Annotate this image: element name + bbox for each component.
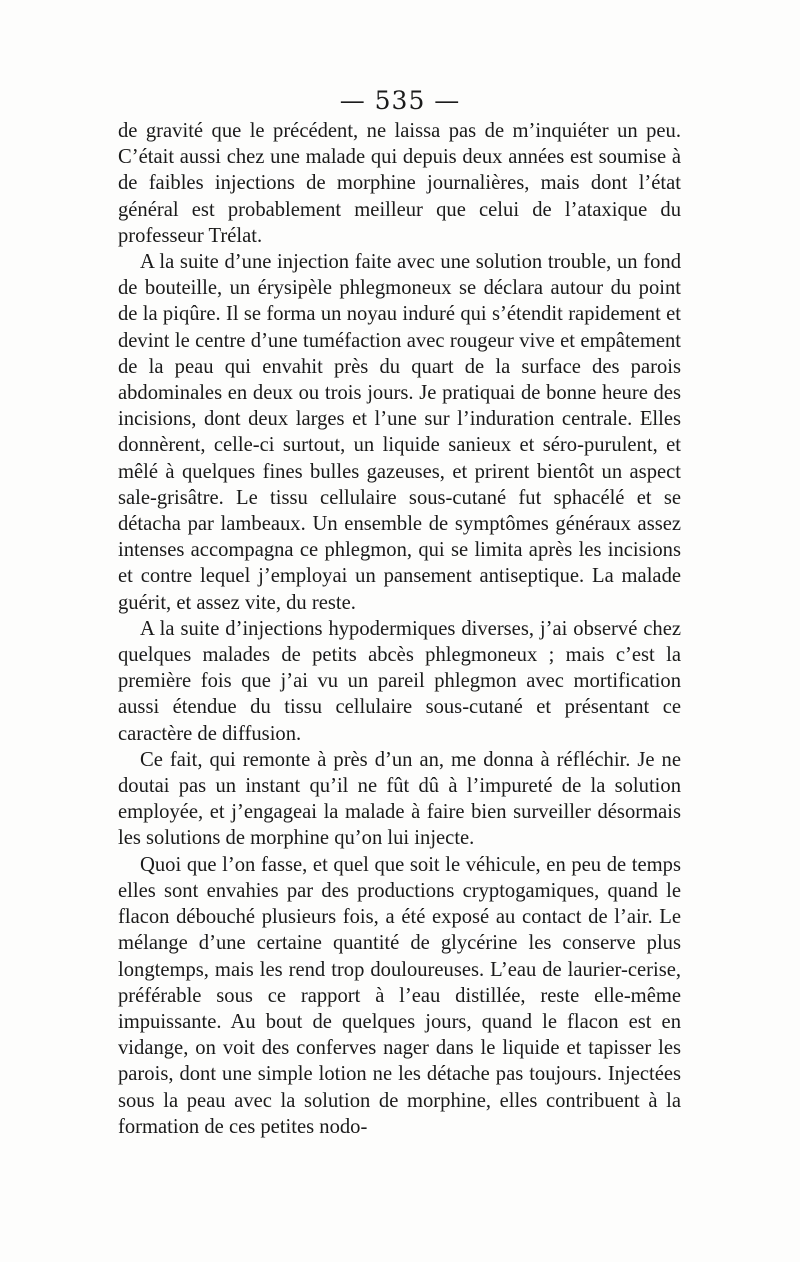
- paragraph-continuation: de gravité que le précédent, ne laissa pas de m’inquiéter un peu. C’était aussi chez une malade qui depuis deux années est soumise à de faibles injections de morphine journalières, mais dont l’état général est probablement meilleur que celui de l’ataxique du professeur Trélat.: [118, 120, 681, 247]
- paragraph-erysipelas-case: A la suite d’une injection faite avec une solution trouble, un fond de bouteille, un érysipèle phlegmoneux se déclara autour du point de la piqûre. Il se forma un noyau induré qui s’étendit rapidement et devint le centre d’une tuméfaction avec rougeur vive et empâtement de la peau qui envahit près du quart de la surface des parois abdominales en deux ou trois jours. Je pratiquai de bonne heure des incisions, dont deux larges et l’une sur l’induration centrale. Elles donnèrent, celle-ci surtout, un liquide sanieux et séro-purulent, et mêlé à quelques fines bulles gazeuses, et prirent bientôt un aspect sale-grisâtre. Le tissu cellulaire sous-cutané fut sphacélé et se détacha par lambeaux. Un ensemble de symptômes généraux assez intenses accompagna ce phlegmon, qui se limita après les incisions et contre lequel j’employai un pansement antiseptique. La malade guérit, et assez vite, du reste.: [118, 251, 681, 614]
- body-text: [118, 118, 681, 1140]
- page-number: — 535 —: [339, 86, 461, 115]
- paragraph-solutions: Quoi que l’on fasse, et quel que soit le véhicule, en peu de temps elles sont envahies par des productions cryptogamiques, quand le flacon débouché plusieurs fois, a été exposé au contact de l’air. Le mélange d’une certaine quantité de glycérine les conserve plus longtemps, mais les rend trop douloureuses. L’eau de laurier-cerise, préférable sous ce rapport à l’eau distillée, reste elle-même impuissante. Au bout de quelques jours, quand le flacon est en vidange, on voit des conferves nager dans le liquide et tapisser les parois, dont une simple lotion ne les détache pas toujours. Injectées sous la peau avec la solution de morphine, elles contribuent à la formation de ces petites nodo-: [118, 853, 681, 1138]
- paragraph-observations: A la suite d’injections hypodermiques diverses, j’ai observé chez quelques malades de petits abcès phlegmoneux ; mais c’est la première fois que j’ai vu un pareil phlegmon avec mortification aussi étendue du tissu cellulaire sous-cutané et présentant ce caractère de diffusion.: [118, 617, 681, 745]
- paragraph-reflection: Ce fait, qui remonte à près d’un an, me donna à réfléchir. Je ne doutai pas un instant qu’il ne fût dû à l’impureté de la solution employée, et j’engageai la malade à faire bien surveiller désormais les solutions de morphine qu’on lui injecte.: [118, 748, 681, 850]
